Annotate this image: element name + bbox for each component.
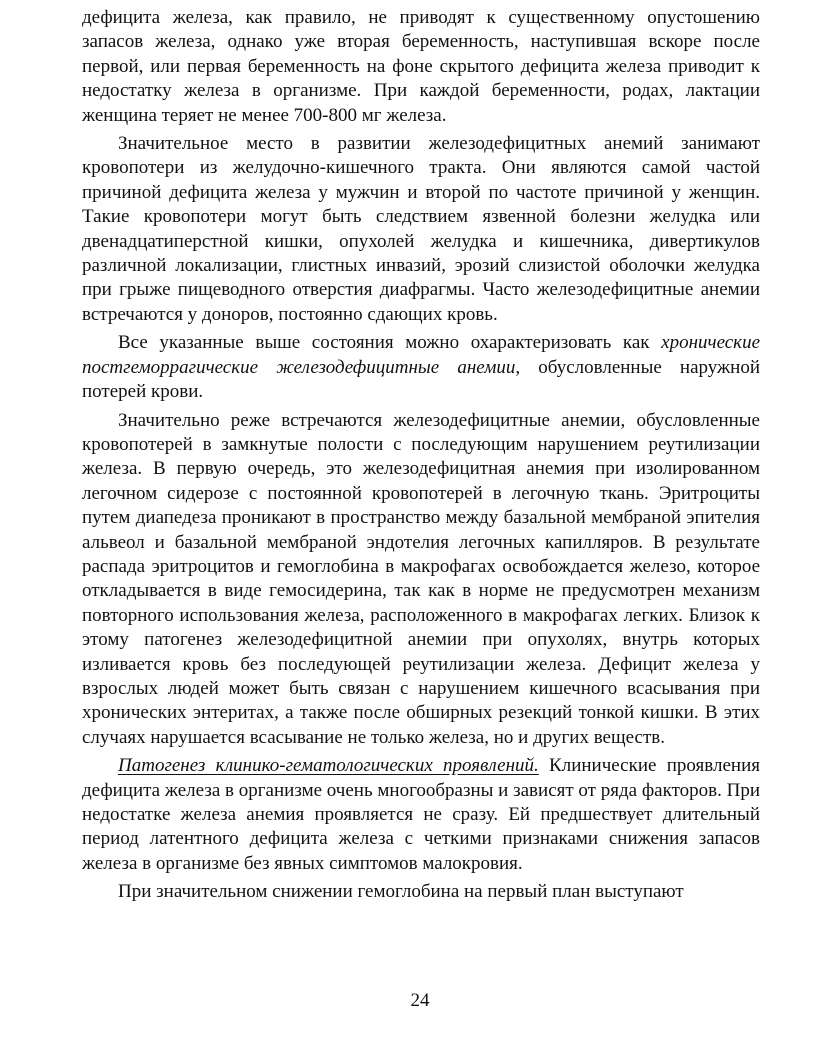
paragraph-3 [82,331,760,404]
paragraph-3-lead: Все указанные выше состояния можно охарактеризовать как [118,332,662,354]
paragraph-5-body: Клинические проявления дефицита железа в организме очень многообразны и зависят от ряда факторов. При недостатке железа анемия проявляется не сразу. Ей предшествует длительный период латентного дефицита железа с четкими признаками снижения запасов железа в организме без явных симптомов малокровия. [82,755,760,874]
page-number: 24 [410,990,430,1011]
section-heading: Патогенез клинико-гематологических проявлений. [118,755,539,777]
paragraph-4: Значительно реже встречаются железодефицитные анемии, обусловленные кровопотерей в замкнутые полости с последующим нарушением реутилизации железа. В первую очередь, это железодефицитная анемия при изолированном легочном сидерозе с постоянной кровопотерей в легочную ткань. Эритроциты путем диапедеза проникают в пространство между базальной мембраной эпителия альвеол и базальной мембраной эндотелия легочных капилляров. В результате распада эритроцитов и гемоглобина в макрофагах освобождается железо, которое откладывается в виде гемосидерина, так как в норме не предусмотрен механизм повторного использования железа, расположенного в макрофагах легких. Близок к этому патогенез железодефицитной анемии при опухолях, внутрь которых изливается кровь без последующей реутилизации железа. Дефицит железа у взрослых людей может быть связан с нарушением кишечного всасывания при хронических энтеритах, а также после обширных резекций тонкой кишки. В этих случаях нарушается всасывание не только железа, но и других веществ. [82,409,760,748]
paragraph-5 [82,754,760,876]
paragraph-3-italic-term: хронические постгеморрагические железодефицитные анемии [82,332,760,378]
paragraph-2: Значительное место в развитии железодефицитных анемий занимают кровопотери из желудочно-кишечного тракта. Они являются самой частой причиной дефицита железа у мужчин и второй по частоте причиной у женщин. Такие кровопотери могут быть следствием язвенной болезни желудка или двенадцатиперстной кишки, опухолей желудка и кишечника, дивертикулов различной локализации, глистных инвазий, эрозий слизистой оболочки желудка при грыже пищеводного отверстия диафрагмы. Часто железодефицитные анемии встречаются у доноров, постоянно сдающих кровь. [82,133,760,325]
paragraph-1: дефицита железа, как правило, не приводят к существенному опустошению запасов железа, однако уже вторая беременность, наступившая вскоре после первой, или первая беременность на фоне скрытого дефицита железа приводит к недостатку железа в организме. При каждой беременности, родах, лактации женщина теряет не менее 700-800 мг железа. [82,7,760,126]
paragraph-3-tail: , обусловленные наружной потерей крови. [82,356,760,403]
document-page [82,6,760,909]
paragraph-6: При значительном снижении гемоглобина на первый план выступают [118,881,684,903]
